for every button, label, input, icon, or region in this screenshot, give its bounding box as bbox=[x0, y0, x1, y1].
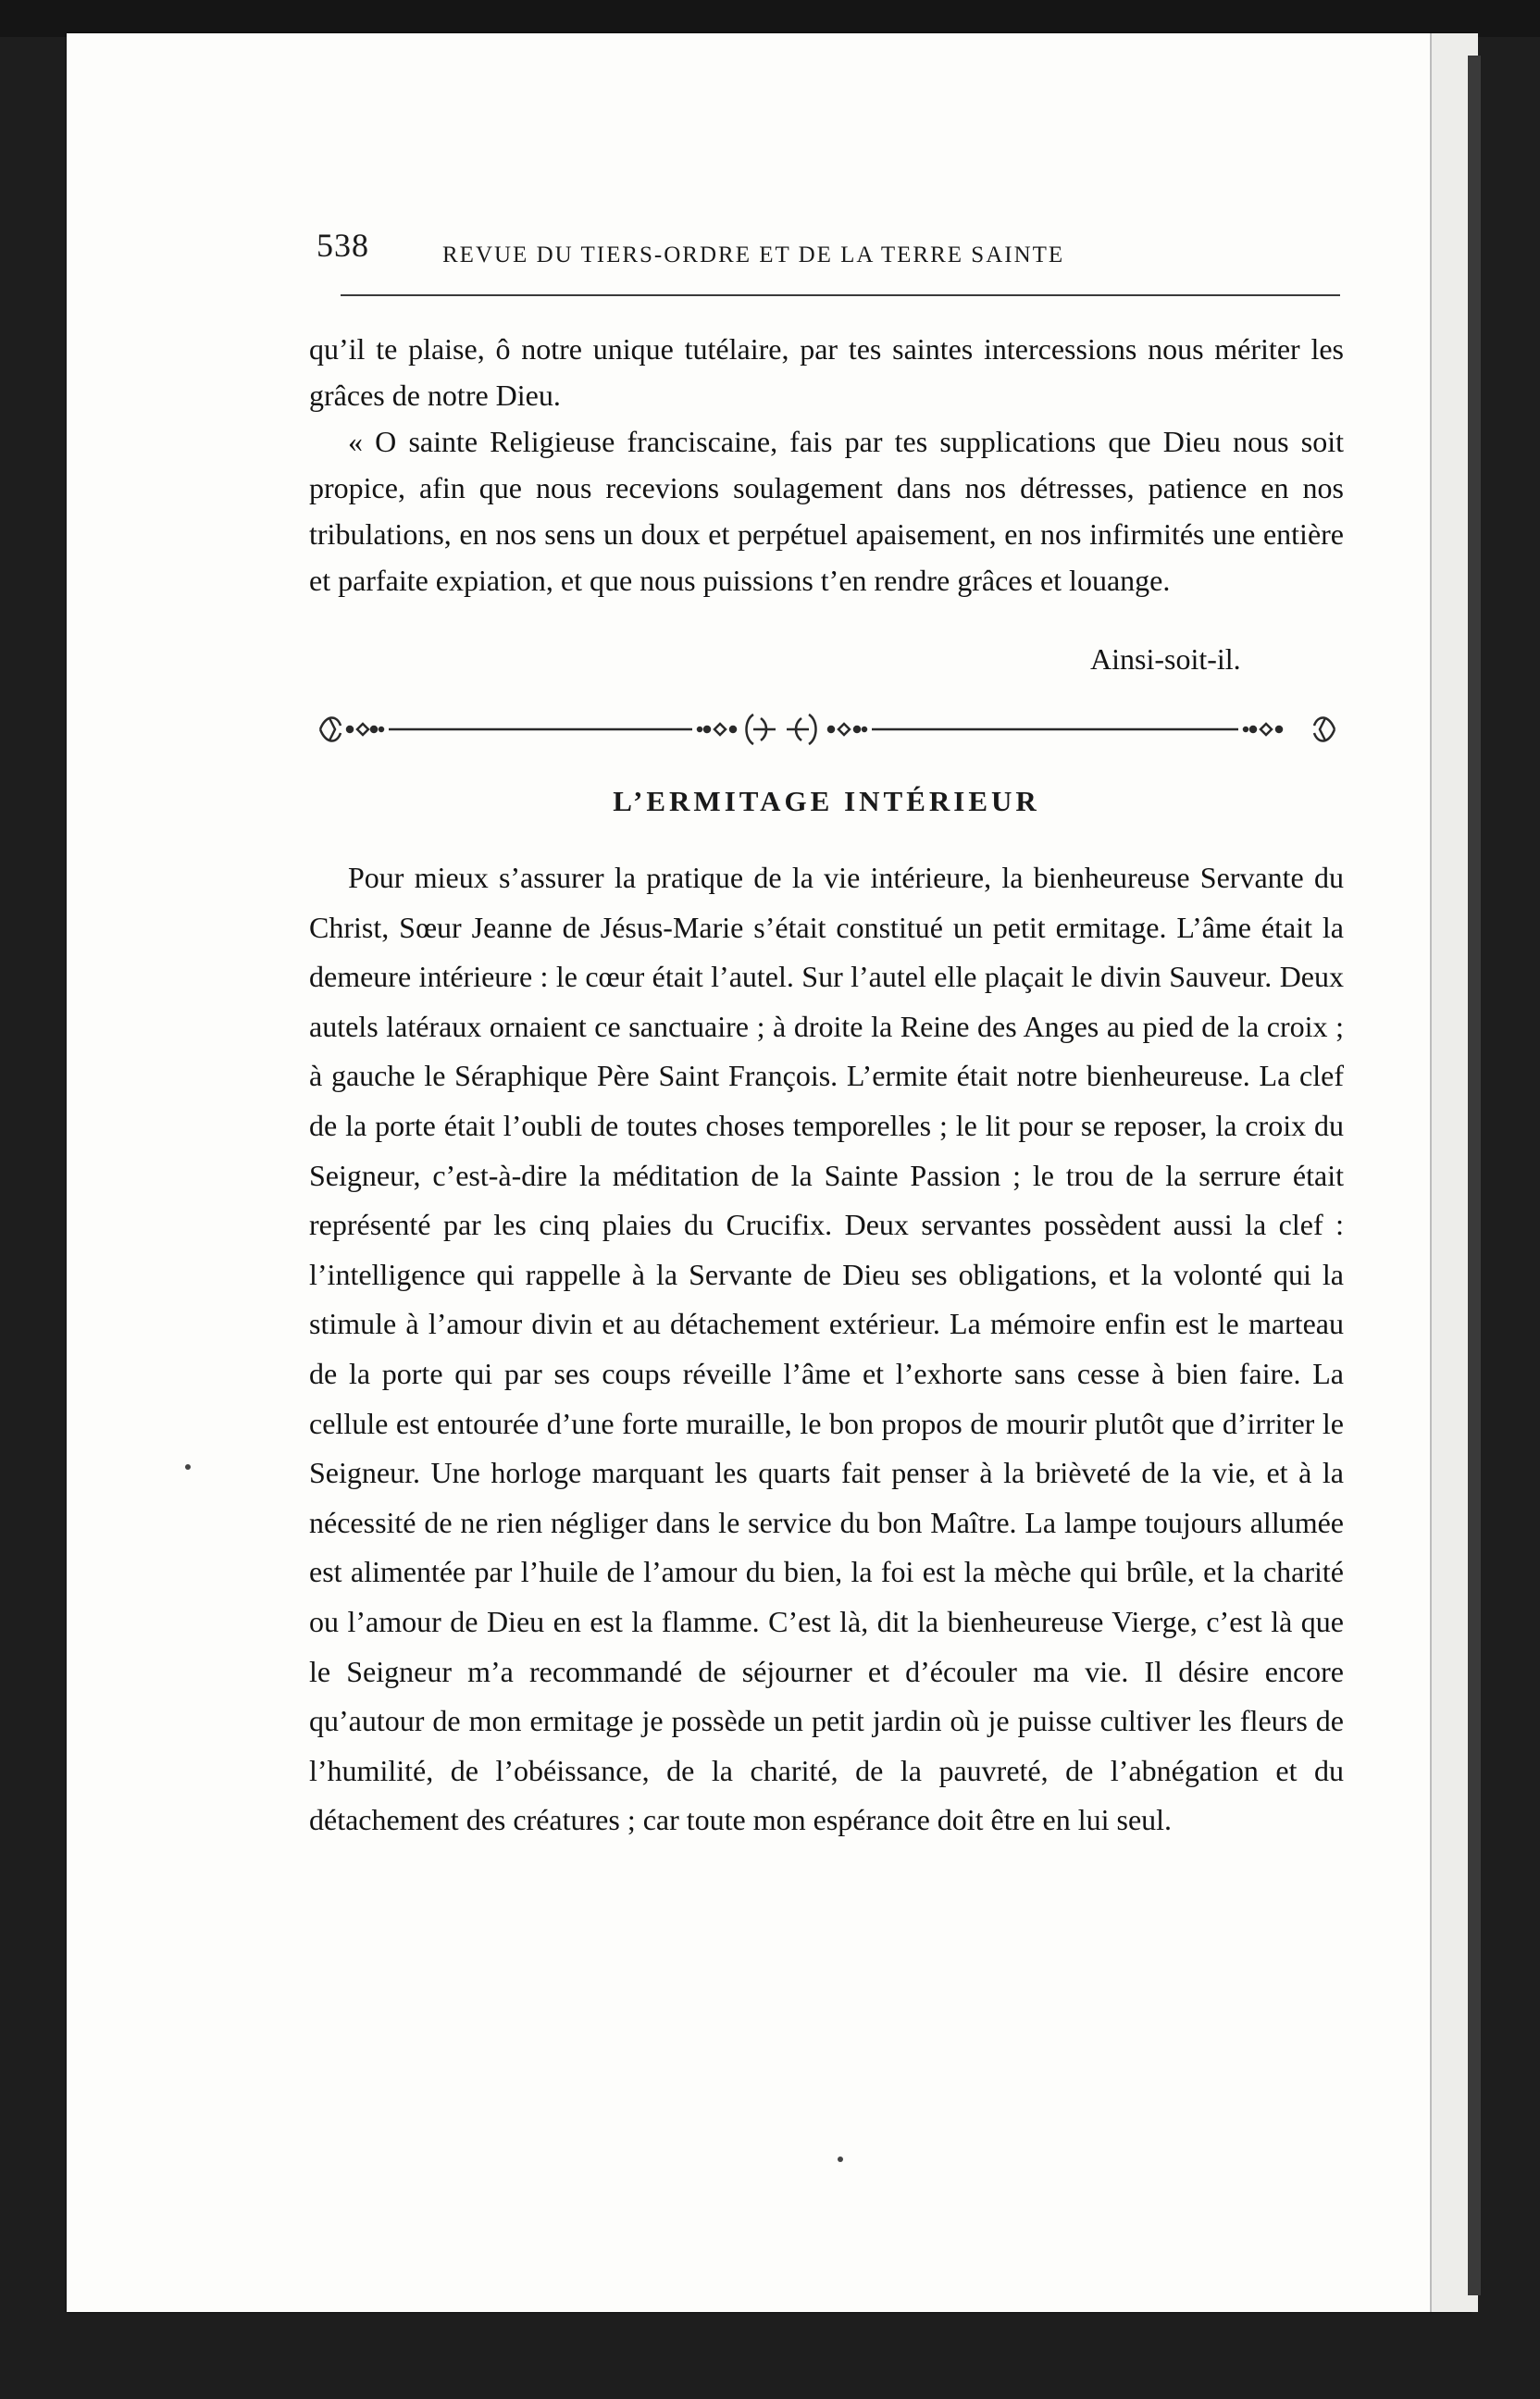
header-rule bbox=[341, 294, 1340, 296]
scan-speck bbox=[838, 2157, 843, 2162]
section-title: L’ERMITAGE INTÉRIEUR bbox=[613, 785, 1040, 817]
section-body bbox=[309, 853, 1344, 1846]
page-gutter-shadow bbox=[1468, 56, 1481, 2295]
page-header bbox=[317, 220, 1342, 276]
prayer-text bbox=[309, 326, 1344, 603]
running-title: REVUE DU TIERS-ORDRE ET DE LA TERRE SAINTE bbox=[442, 242, 1065, 267]
scan-border bbox=[0, 0, 1540, 37]
scan-speck bbox=[185, 1464, 191, 1470]
prayer-closing: Ainsi-soit-il. bbox=[1090, 642, 1241, 676]
prayer-paragraph-2: « O sainte Religieuse franciscaine, fais par tes supplications que Dieu nous soit propice, afin que nous recevions soulagement dans nos détresses, patience en nos tribulations, en nos sens un doux et perpétuel apaisement, en nos infirmités une entière et parfaite expiation, et que nous puissions t’en rendre grâces et louange. bbox=[309, 425, 1344, 597]
page-number: 538 bbox=[317, 227, 369, 264]
section-paragraph: Pour mieux s’assurer la pratique de la vie intérieure, la bienheureuse Servante du Christ, Sœur Jeanne de Jésus-Marie s’était constitué un petit ermitage. L’âme était la demeure intérieure : le cœur était l’autel. Sur l’autel elle plaçait le divin Sauveur. Deux autels latéraux ornaient ce sanctuaire ; à droite la Reine des Anges au pied de la croix ; à gauche le Séraphique Père Saint François. L’ermite était notre bienheureuse. La clef de la porte était l’oubli de toutes choses temporelles ; le lit pour se reposer, la croix du Seigneur, c’est-à-dire la méditation de la Sainte Passion ; le trou de la serrure était représenté par les cinq plaies du Crucifix. Deux servantes possèdent aussi la clef : l’intelligence qui rappelle à la Servante de Dieu ses obligations, et la volonté qui la stimule à l’amour divin et au détachement extérieur. La mémoire enfin est le marteau de la porte qui par ses coups réveille l’âme et l’exhorte sans cesse à bien faire. La cellule est entourée d’une forte muraille, le bon propos de mourir plutôt que d’irriter le Seigneur. Une horloge marquant les quarts fait penser à la brièveté de la vie, et à la nécessité de ne rien négliger dans le service du bon Maître. La lampe toujours allumée est alimentée par l’huile de l’amour du bien, la foi est la mèche qui brûle, et la charité ou l’amour de Dieu en est la flamme. C’est là, dit la bienheureuse Vierge, c’est là que le Seigneur m’a recommandé de séjourner et d’écouler ma vie. Il désire encore qu’autour de mon ermitage je possède un petit jardin où je puisse cultiver les fleurs de l’humilité, de l’obéissance, de la charité, de la pauvreté, de l’abnégation et du détachement des créatures ; car toute mon espérance doit être en lui seul. bbox=[309, 861, 1344, 1837]
decorative-separator bbox=[313, 702, 1342, 757]
prayer-paragraph-1: qu’il te plaise, ô notre unique tutélaire, par tes saintes intercessions nous mériter les grâces de notre Dieu. bbox=[309, 332, 1344, 412]
separator-ornament-icon bbox=[313, 702, 1342, 757]
